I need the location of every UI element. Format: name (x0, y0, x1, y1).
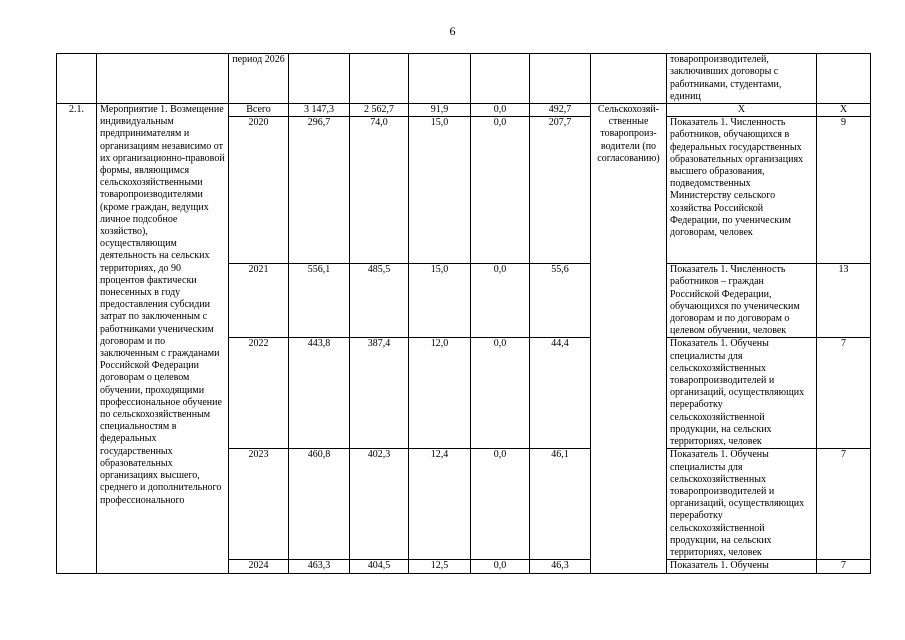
value-cell: 46,1 (530, 449, 591, 560)
value-cell: 0,0 (471, 104, 530, 117)
indicator-cell: Х (667, 104, 817, 117)
indicator-value-cell: 9 (817, 117, 871, 264)
indicator-cell: Показатель 1. Численность работников – граждан Российской Федерации, обучающихся по ученическим договорам и по договорам о целевом обучении, человек (667, 264, 817, 338)
period-cell: 2021 (229, 264, 289, 338)
indicator-cell: товаропроизводителей, заключивших договоры с работниками, студентами, единиц (667, 54, 817, 104)
empty-cell (409, 54, 471, 104)
value-cell: 443,8 (289, 338, 350, 449)
empty-cell (97, 54, 229, 104)
value-cell: 0,0 (471, 338, 530, 449)
value-cell: 404,5 (350, 560, 409, 573)
empty-cell (57, 54, 97, 104)
program-table (56, 53, 871, 574)
executor-cell: Сельскохозяй-ственные товаропроиз-водители (по согласованию) (591, 104, 667, 574)
value-cell: 3 147,3 (289, 104, 350, 117)
value-cell: 74,0 (350, 117, 409, 264)
indicator-value-cell: 7 (817, 338, 871, 449)
indicator-value-cell: 7 (817, 560, 871, 573)
period-cell: 2024 (229, 560, 289, 573)
period-cell: период 2026 (229, 54, 289, 104)
value-cell: 15,0 (409, 264, 471, 338)
period-cell: 2022 (229, 338, 289, 449)
measure-number-cell: 2.1. (57, 104, 97, 574)
indicator-cell: Показатель 1. Численность работников, обучающихся в федеральных государственных образовательных организациях высшего образования, подведомственных Министерству сельского хозяйства Российской Федерации, по ученическим договорам, человек (667, 117, 817, 264)
value-cell: 0,0 (471, 560, 530, 573)
value-cell: 12,0 (409, 338, 471, 449)
value-cell: 0,0 (471, 264, 530, 338)
value-cell: 12,4 (409, 449, 471, 560)
value-cell: 91,9 (409, 104, 471, 117)
value-cell: 296,7 (289, 117, 350, 264)
value-cell: 44,4 (530, 338, 591, 449)
value-cell: 55,6 (530, 264, 591, 338)
value-cell: 0,0 (471, 117, 530, 264)
period-cell: Всего (229, 104, 289, 117)
empty-cell (471, 54, 530, 104)
measure-description-cell: Мероприятие 1. Возмещение индивидуальным предпринимателям и организациям независимо от их организационно-правовой формы, являющимся сельскохозяйственными товаропроизводителями (кроме граждан, ведущих личное подсобное хозяйство), осуществляющим деятельность на сельских территориях, до 90 процентов фактически понесенных в году предоставления субсидии затрат по заключенным с работниками ученическим договорам и по заключенным с гражданами Российской Федерации договорам о целевом обучении, проходящими профессиональное обучение по сельскохозяйственным специальностям в федеральных государственных образовательных организациях высшего, среднего и дополнительного профессионального (97, 104, 229, 574)
value-cell: 460,8 (289, 449, 350, 560)
value-cell: 207,7 (530, 117, 591, 264)
indicator-value-cell: Х (817, 104, 871, 117)
empty-cell (289, 54, 350, 104)
indicator-value-cell: 7 (817, 449, 871, 560)
value-cell: 492,7 (530, 104, 591, 117)
empty-cell (350, 54, 409, 104)
value-cell: 463,3 (289, 560, 350, 573)
indicator-cell: Показатель 1. Обучены специалисты для сельскохозяйственных товаропроизводителей и организаций, осуществляющих переработку сельскохозяйственной продукции, на сельских территориях, человек (667, 449, 817, 560)
value-cell: 0,0 (471, 449, 530, 560)
value-cell: 387,4 (350, 338, 409, 449)
period-cell: 2020 (229, 117, 289, 264)
period-cell: 2023 (229, 449, 289, 560)
value-cell: 15,0 (409, 117, 471, 264)
empty-cell (817, 54, 871, 104)
value-cell: 12,5 (409, 560, 471, 573)
empty-cell (530, 54, 591, 104)
empty-cell (591, 54, 667, 104)
value-cell: 402,3 (350, 449, 409, 560)
value-cell: 556,1 (289, 264, 350, 338)
table-row (57, 54, 871, 104)
indicator-cell: Показатель 1. Обучены специалисты для сельскохозяйственных товаропроизводителей и организаций, осуществляющих переработку сельскохозяйственной продукции, на сельских территориях, человек (667, 338, 817, 449)
value-cell: 485,5 (350, 264, 409, 338)
value-cell: 46,3 (530, 560, 591, 573)
indicator-cell: Показатель 1. Обучены (667, 560, 817, 573)
indicator-value-cell: 13 (817, 264, 871, 338)
table-row (57, 104, 871, 117)
page-number: 6 (449, 24, 456, 38)
value-cell: 2 562,7 (350, 104, 409, 117)
